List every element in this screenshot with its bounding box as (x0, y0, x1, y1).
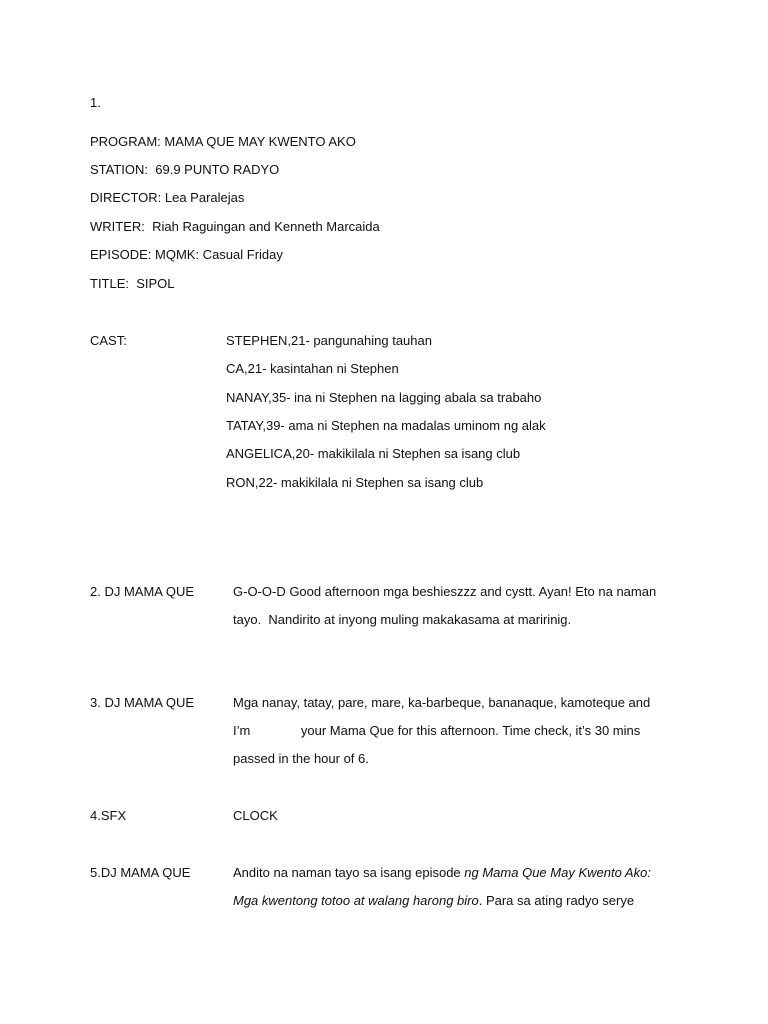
cast-label: CAST: (90, 333, 127, 348)
dialogue-line: Mga nanay, tatay, pare, mare, ka-barbeque, bananaque, kamoteque and (233, 695, 651, 710)
cast-item: TATAY,39- ama ni Stephen na madalas uminom ng alak (226, 418, 546, 433)
cast-item: NANAY,35- ina ni Stephen na lagging abala sa trabaho (226, 390, 542, 405)
speaker-label: 5.DJ MAMA QUE (90, 865, 191, 880)
writer-line: WRITER: Riah Raguingan and Kenneth Marcaida (90, 219, 380, 234)
title-line: TITLE: SIPOL (90, 276, 175, 291)
show-tagline-italic: Mga kwentong totoo at walang harong biro (233, 893, 479, 908)
sfx-cue: CLOCK (233, 808, 278, 823)
speaker-label: 2. DJ MAMA QUE (90, 584, 195, 599)
cast-item: RON,22- makikilala ni Stephen sa isang club (226, 475, 484, 490)
dialogue-text: . Para sa ating radyo serye (478, 893, 635, 908)
show-title-italic: ng Mama Que May Kwento Ako: (464, 865, 651, 880)
speaker-label: 3. DJ MAMA QUE (90, 695, 195, 710)
speaker-label: 4.SFX (90, 808, 127, 823)
dialogue-line: passed in the hour of 6. (233, 751, 369, 766)
dialogue-text: Andito na naman tayo sa isang episode (233, 865, 465, 880)
station-line: STATION: 69.9 PUNTO RADYO (90, 162, 280, 177)
cast-item: CA,21- kasintahan ni Stephen (226, 361, 399, 376)
cast-item: STEPHEN,21- pangunahing tauhan (226, 333, 432, 348)
dialogue-line (233, 865, 651, 881)
page-number: 1. (90, 95, 101, 110)
program-line: PROGRAM: MAMA QUE MAY KWENTO AKO (90, 134, 356, 149)
dialogue-line: tayo. Nandirito at inyong muling makakasama at maririnig. (233, 612, 572, 627)
episode-line: EPISODE: MQMK: Casual Friday (90, 247, 283, 262)
cast-item: ANGELICA,20- makikilala ni Stephen sa isang club (226, 446, 521, 461)
dialogue-line: G-O-O-D Good afternoon mga beshieszzz and cystt. Ayan! Eto na naman (233, 584, 657, 599)
dialogue-line: I’m your Mama Que for this afternoon. Time check, it’s 30 mins (233, 723, 641, 738)
director-line: DIRECTOR: Lea Paralejas (90, 190, 245, 205)
dialogue-line (233, 893, 634, 909)
